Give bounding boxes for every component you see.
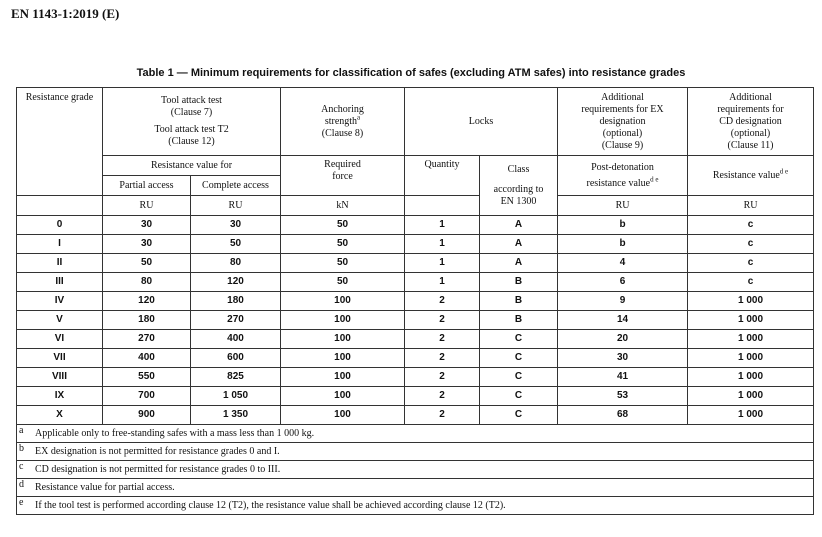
cell-partial: 80 <box>103 273 191 292</box>
footnote-row <box>17 443 814 461</box>
cell-qty: 2 <box>405 387 480 406</box>
header-spacer <box>17 196 103 216</box>
unit-cell: kN <box>281 196 405 216</box>
table-row <box>17 368 814 387</box>
cell-cls: C <box>480 368 558 387</box>
cell-cd: c <box>688 254 814 273</box>
cell-force: 50 <box>281 216 405 235</box>
cell-qty: 2 <box>405 349 480 368</box>
table-row <box>17 311 814 330</box>
header-post-detonation: Post-detonation resistance value$^{d e}$ <box>558 156 688 196</box>
cell-partial: 900 <box>103 406 191 425</box>
footnote <box>17 479 814 497</box>
cell-partial: 550 <box>103 368 191 387</box>
footnote <box>17 443 814 461</box>
header-resistance-grade: Resistance grade <box>17 88 103 196</box>
cell-partial: 30 <box>103 235 191 254</box>
cell-qty: 1 <box>405 216 480 235</box>
table-row <box>17 216 814 235</box>
footnote-letter: d <box>19 478 24 490</box>
cell-complete: 30 <box>191 216 281 235</box>
footnote-row <box>17 425 814 443</box>
header-required-force: Required force <box>281 156 405 196</box>
table-caption: Table 1 — Minimum requirements for classification of safes (excluding ATM safes) into resistance grades <box>136 67 686 79</box>
cell-qty: 1 <box>405 235 480 254</box>
cell-partial: 30 <box>103 216 191 235</box>
cell-cls: B <box>480 311 558 330</box>
cell-qty: 1 <box>405 273 480 292</box>
cell-cd: c <box>688 235 814 254</box>
cell-partial: 180 <box>103 311 191 330</box>
cell-complete: 120 <box>191 273 281 292</box>
cell-qty: 2 <box>405 292 480 311</box>
header-tool-attack: Tool attack test (Clause 7) Tool attack test T2 (Clause 12) <box>103 88 281 156</box>
cell-cd: 1 000 <box>688 311 814 330</box>
document-id: EN 1143-1:2019 (E) <box>11 6 120 21</box>
header-anchoring-strength: Anchoring strength$^a$ (Clause 8) <box>281 88 405 156</box>
header-resistance-value-for: Resistance value for <box>103 156 281 176</box>
footnote-row <box>17 497 814 515</box>
header-ex-requirements: Additional requirements for EX designation (optional) (Clause 9) <box>558 88 688 156</box>
unit-cell: RU <box>103 196 191 216</box>
footnote-row <box>17 479 814 497</box>
unit-cell: RU <box>191 196 281 216</box>
unit-cell <box>405 196 480 216</box>
cell-cd: 1 000 <box>688 330 814 349</box>
cell-grade: VII <box>17 349 103 368</box>
cell-grade: II <box>17 254 103 273</box>
cell-force: 50 <box>281 235 405 254</box>
footnote-letter: b <box>19 442 24 454</box>
cell-cd: c <box>688 273 814 292</box>
cell-force: 100 <box>281 292 405 311</box>
table-row <box>17 330 814 349</box>
cell-force: 50 <box>281 254 405 273</box>
footnote <box>17 461 814 479</box>
unit-cell: RU <box>558 196 688 216</box>
footnote-text: CD designation is not permitted for resistance grades 0 to III. <box>35 463 281 475</box>
cell-complete: 50 <box>191 235 281 254</box>
cell-grade: IX <box>17 387 103 406</box>
cell-ex: 9 <box>558 292 688 311</box>
cell-grade: VIII <box>17 368 103 387</box>
footnote-text: If the tool test is performed according clause 12 (T2), the resistance value shall be achieved according clause 12 (T2). <box>35 499 506 511</box>
table-row <box>17 273 814 292</box>
header-locks: Locks <box>405 88 558 156</box>
cell-ex: 14 <box>558 311 688 330</box>
cell-ex: 30 <box>558 349 688 368</box>
cell-grade: IV <box>17 292 103 311</box>
cell-complete: 80 <box>191 254 281 273</box>
cell-partial: 270 <box>103 330 191 349</box>
cell-cd: c <box>688 216 814 235</box>
cell-partial: 50 <box>103 254 191 273</box>
cell-complete: 1 050 <box>191 387 281 406</box>
cell-complete: 600 <box>191 349 281 368</box>
cell-cls: C <box>480 330 558 349</box>
cell-grade: X <box>17 406 103 425</box>
cell-ex: 53 <box>558 387 688 406</box>
cell-ex: 20 <box>558 330 688 349</box>
table-row <box>17 406 814 425</box>
cell-cd: 1 000 <box>688 292 814 311</box>
cell-cd: 1 000 <box>688 368 814 387</box>
cell-grade: 0 <box>17 216 103 235</box>
cell-qty: 2 <box>405 368 480 387</box>
footnote-row <box>17 461 814 479</box>
cell-cd: 1 000 <box>688 349 814 368</box>
cell-force: 50 <box>281 273 405 292</box>
cell-qty: 1 <box>405 254 480 273</box>
footnote-text: EX designation is not permitted for resistance grades 0 and I. <box>35 445 280 457</box>
cell-cd: 1 000 <box>688 387 814 406</box>
header-cd-requirements: Additional requirements for CD designation (optional) (Clause 11) <box>688 88 814 156</box>
cell-ex: 68 <box>558 406 688 425</box>
table-row <box>17 292 814 311</box>
cell-complete: 180 <box>191 292 281 311</box>
cell-ex: 41 <box>558 368 688 387</box>
footnote-letter: c <box>19 460 24 472</box>
header-partial-access: Partial access <box>103 176 191 196</box>
cell-ex: 4 <box>558 254 688 273</box>
cell-force: 100 <box>281 387 405 406</box>
footnote <box>17 425 814 443</box>
header-class: Class according to EN 1300 <box>480 156 558 216</box>
cell-grade: VI <box>17 330 103 349</box>
header-complete-access: Complete access <box>191 176 281 196</box>
cell-cls: B <box>480 292 558 311</box>
cell-qty: 2 <box>405 311 480 330</box>
cell-cd: 1 000 <box>688 406 814 425</box>
header-cd-resistance-value: Resistance value$^{d e}$ <box>688 156 814 196</box>
cell-cls: C <box>480 406 558 425</box>
cell-complete: 270 <box>191 311 281 330</box>
footnote-letter: a <box>19 424 24 436</box>
cell-force: 100 <box>281 330 405 349</box>
cell-force: 100 <box>281 311 405 330</box>
cell-cls: C <box>480 387 558 406</box>
footnote-text: Applicable only to free-standing safes with a mass less than 1 000 kg. <box>35 427 315 439</box>
table-row <box>17 349 814 368</box>
cell-qty: 2 <box>405 406 480 425</box>
cell-force: 100 <box>281 368 405 387</box>
cell-partial: 700 <box>103 387 191 406</box>
cell-force: 100 <box>281 406 405 425</box>
cell-ex: b <box>558 216 688 235</box>
cell-complete: 825 <box>191 368 281 387</box>
cell-ex: 6 <box>558 273 688 292</box>
footnote <box>17 497 814 515</box>
cell-partial: 400 <box>103 349 191 368</box>
cell-grade: I <box>17 235 103 254</box>
cell-force: 100 <box>281 349 405 368</box>
footnote-letter: e <box>19 496 24 508</box>
table-row <box>17 235 814 254</box>
cell-cls: A <box>480 216 558 235</box>
unit-cell: RU <box>688 196 814 216</box>
cell-grade: III <box>17 273 103 292</box>
table-row <box>17 387 814 406</box>
cell-complete: 400 <box>191 330 281 349</box>
table-row <box>17 254 814 273</box>
cell-cls: C <box>480 349 558 368</box>
cell-cls: B <box>480 273 558 292</box>
cell-qty: 2 <box>405 330 480 349</box>
cell-cls: A <box>480 235 558 254</box>
header-quantity: Quantity <box>405 156 480 196</box>
resistance-grades-table <box>16 87 814 515</box>
footnote-text: Resistance value for partial access. <box>35 481 175 493</box>
cell-cls: A <box>480 254 558 273</box>
cell-partial: 120 <box>103 292 191 311</box>
cell-grade: V <box>17 311 103 330</box>
cell-complete: 1 350 <box>191 406 281 425</box>
cell-ex: b <box>558 235 688 254</box>
